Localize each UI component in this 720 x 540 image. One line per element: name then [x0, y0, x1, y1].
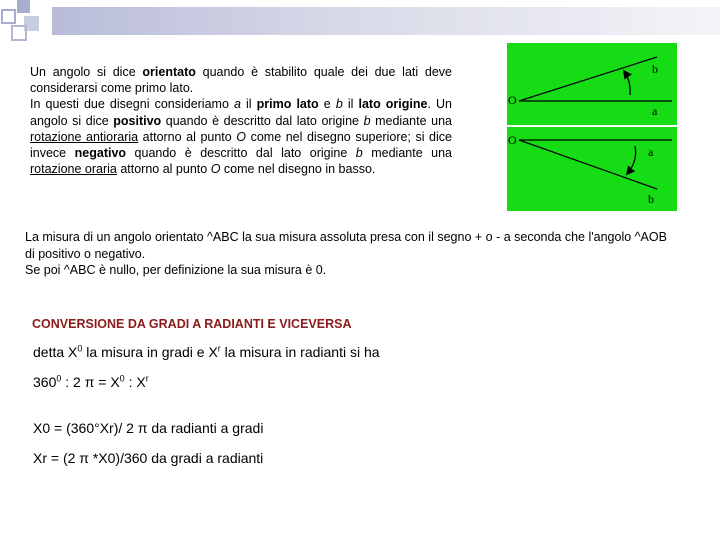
measure-line-1: La misura di un angolo orientato ^ABC la sua misura assoluta presa con il segno + o - a seconda che l'angolo ^AOB di positivo o negativo. — [25, 230, 667, 261]
intro-paragraph: Un angolo si dice orientato quando è stabilito quale dei due lati deve considerarsi come primo lato. In questi due disegni consideriamo a il primo lato e b il lato origine. Un angolo si dice positivo quando è descritto dal lato origine b mediante una rotazione antioraria attorno al punto O come nel disegno superiore; si dice invece negativo quando è descritto dal lato origine b mediante una rotazione oraria attorno al punto O come nel disegno in basso. — [30, 65, 453, 177]
angles-diagram — [507, 43, 677, 211]
bottom-vertex-label: O — [508, 133, 517, 147]
definition-line: detta $X^0$ la misura in gradi e $X^r$ la misura in radianti si ha — [33, 343, 380, 360]
top-side-b-label: b — [652, 62, 658, 76]
section-heading: CONVERSIONE DA GRADI A RADIANTI E VICEVERSA — [32, 317, 352, 331]
top-side-a-label: a — [652, 104, 658, 118]
oriented-angles-figure — [507, 43, 677, 211]
header-gradient-bar — [52, 7, 720, 35]
clockwise-arrow — [627, 146, 636, 174]
proportion-formula: $360^0$ : 2 $\pi = X^0$ : $X^r$ — [33, 373, 149, 390]
counterclockwise-arrow — [624, 71, 630, 95]
measure-paragraph — [25, 229, 675, 279]
degrees-to-radians-formula: Xr = (2 π *X0)/360 da gradi a radianti — [33, 450, 264, 466]
measure-line-2: Se poi ^ABC è nullo, per definizione la sua misura è 0. — [25, 263, 327, 277]
top-side-b — [519, 57, 657, 101]
bottom-side-a-label: a — [648, 145, 654, 159]
bottom-side-b — [519, 140, 657, 189]
decorative-squares — [0, 0, 60, 60]
top-vertex-label: O — [508, 93, 517, 107]
bottom-side-b-label: b — [648, 192, 654, 206]
radians-to-degrees-formula: X0 = (360°Xr)/ 2 π da radianti a gradi — [33, 420, 264, 436]
